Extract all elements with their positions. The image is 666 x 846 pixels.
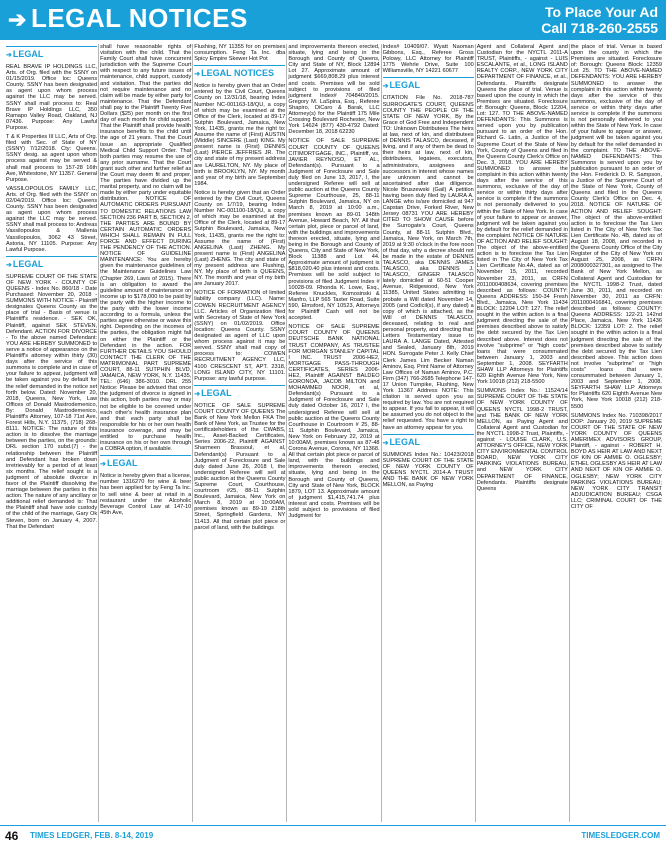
legal-notice: REAL BRAVE IP HOLDINGS LLC, Arts. of Org. filed with the SSNY on 01/15/2019. Office loc: Queens County. SSNY has been designated as agent upon whom process against the LLC may be served. SSNY shall mail process to: Real Brave IP Holdings LLC, 350 Ramapo Valley Road, Oakland, NJ 07436. Purpose: Any Lawful Purpose. (6, 64, 98, 131)
notice-column (382, 44, 476, 822)
page-footer (0, 825, 666, 846)
section-header (194, 385, 285, 400)
page-number: 46 (5, 829, 19, 843)
legal-notice: VASSILOPOULOS FAMILY LLC, Arts. of Org. filed with the SSNY on 02/04/2019. Office loc: Queens County. SSNY has been designated as agent upon whom process against the LLC may be served. SSNY shall mail process to: Andreas Vassilopoulos & Mallenia Vassilopoulos, 3062 43 Street, Astoria, NY 11105. Purpose: Any Lawful Purpose. (6, 185, 98, 253)
place-ad-info (541, 4, 658, 36)
section-header (6, 46, 97, 61)
legal-notice: SUMMONS Index No.: 10423/2018 SUPREME COURT OF THE STATE OF NEW YORK COUNTY OF QUEENS NYCTL 2014-A TRUST AND THE BANK OF NEW YORK MELLON, as Paying (382, 451, 474, 489)
legal-notice: T & K Properties III LLC, Arts of Org. filed with Sec. of State of NY (SSNY) 7/12/2018. Cty: Queens. SSNY desig. as agent upon whom process against may be served & shall mail process to 157-28 16th Ave, Whitestone, NY 11357. General Purpose. (6, 134, 98, 183)
section-header-label: LEGAL (389, 80, 420, 91)
arrow-icon: ➔ (194, 390, 201, 398)
legal-notices-banner (0, 0, 666, 40)
section-header-label: LEGAL (389, 436, 420, 447)
legal-notice: the place of trial. Venue is based upon the county in which the Premises are situated. Foreclosure of: Borough: Queens Block: 12359 Lot 25. TO THE ABOVE-NAMED DEFENDANTS: YOU ARE HEREBY SUMMONED to answer the complaint in this action within twenty days after the service of this summons, exclusive of the day of service or within thirty days after service is complete if the summons is not personally delivered to you within the State of New York. In case of your failure to appear or answer, judgment will be taken against you by default for the relief demanded in the complaint. TO THE ABOVE-NAMED DEFENDANTS: This Summons is served upon you by publication pursuant to an order of the Hon. Frederick D. R. Sampson, a Justice of the Supreme Court of the State of New York, County of Queens and filed in the Queens County Clerk's Office on Dec. 4, 2018. NOTICE OF NATURE OF ACTION AND RELIEF SOUGHT: The object of the above-entitled action is to foreclose the Tax Lien listed in The City of New York Tax Lien Certificate No. 4B, dated as of August 18, 2008, and recorded in the Queens County Office of the City Register of the City of New York on August 25, 2008, as CRFN 2008000327301, as assigned to The Bank of New York Mellon, as Collateral Agent and Custodian for the NYCTL 1998-2 Trust, dated June 30, 2011, and recorded on November 30, 2011 as CRFN: 2011000416841, covering premises described as follows: COUNTY: Queens ADDRESS: 122-21 142nd Place, Jamaica, New York 11436 BLOCK: 12359 LOT: 2. The relief sought in the within action is a final judgment directing the sale of the premises described above to satisfy the debt secured by the Tax Lien described above. This action does not involve "subprime" or "high costs" loans that were consummated between January 1, 2003 and September 1, 2008. SEYFARTH SHAW LLP Attorneys for Plaintiffs 620 Eighth Avenue New York, New York 10018 (212) 218-5500 (570, 44, 662, 410)
arrow-icon: ➔ (8, 7, 27, 32)
legal-notice: NOTICE OF FORMATION of limited liability company (LLC). Name: COWEN RECRUITMENT AGENCY LLC. Articles of Organization filed with Secretary of State of New York (SSNY) on 01/02/2019. Office location: Queens County. SSNY designated as agent of LLC upon whom process against it may be served. SSNY shall mail copy of process to: COWEN RECRUITMENT AGENCY LLC, 4100 CRESCENT ST, APT. 2318, LONG ISLAND CITY, NY 11101. Purpose: any lawful purpose. (194, 290, 286, 382)
legal-notice: Agent and Collateral Agent and Custodian for the NYCTL 2011-A TRUST, Plaintiffs, - against - LUIS ESCALANTE, et al., LONG ISLAND REALTY CORP., NEW YORK CITY DEPARTMENT OF FINANCE, et al., Defendants. Plaintiffs designate Queens the place of trial. Venue is based upon the county in which the Premises are situated. Foreclosure of: Borough: Queens, Block: 12204, Lot: 127. TO THE ABOVE-NAMED DEFENDANTS: This Summons is served upon you by publication pursuant to an order of the Hon. Richard G. Latin, a Justice of the Supreme Court of the State of New York, County of Queens and filed in the Queens County Clerk's Office on Dec. 3, 2018. YOU ARE HEREBY SUMMONED to answer the complaint in this action within twenty days after the service of this summons, exclusive of the day of service or within thirty days after service is complete if the summons is not personally delivered to you within the State of New York. In case of your failure to appear or answer, judgment will be taken against you by default for the relief demanded in the complaint. NOTICE OF NATURE OF ACTION AND RELIEF SOUGHT: The object of the above-entitled action is to foreclose the Tax Lien listed in The City of New York Tax Lien Certificate No.4A, dated as of November 15, 2011, recorded November 23, 2011, as CRFN 2011000408634, covering premises described as follows: COUNTY: Queens ADDRESS: 150-34 Fresh Blvd., Jamaica, New York 11434 BLOCK: 12204 LOT: 127. The relief sought in the within action is a final judgment directing the sale of the premises described above to satisfy the debt secured by the Tax Lien described above. Interest does not involve "subprime" or "high costs" loans that were consummated between January 1, 2003 and September 1, 2008. SEYFARTH SHAW LLP Attorneys for Plaintiffs 620 Eighth Avenue New York, New York 10018 (212) 218-5500 (476, 44, 568, 386)
legal-notice: SUMMONS Index No.: 11524/14 SUPREME COURT OF THE STATE OF NEW YORK COUNTY OF QUEENS NYCTL 1998-2 TRUST, and THE BANK OF NEW YORK MELLON, as Paying Agent and Collateral Agent and Custodian for the NYCTL 1998-2 Trust, Plaintiffs, - against - LOUISE CLARK, U.S. ATTORNEY'S OFFICE, NEW YORK CITY ENVIRONMENTAL CONTROL BOARD, NEW YORK CITY PARKING VIOLATIONS BUREAU, and NEW YORK CITY DEPARTMENT OF FINANCE, Defendants. Plaintiffs designate Queens (476, 388, 568, 492)
legal-notice: Flushing, NY 11355 for on premises consumption. Feng Ta Inc. dba Spicy Empire Skewer Hot Pot (194, 44, 286, 63)
notice-column (5, 44, 99, 822)
notice-column (287, 44, 381, 822)
section-header-label: LEGAL NOTICES (201, 68, 274, 79)
legal-notice: Notice is hereby given that an Order entered by the Civil Court, Queens County on 1/7/19, bearing Index Number NC-001100-18/QU, a copy of which may be examined at the Office of the Clerk, located at 89-17 Sutphin Boulevard, Jamaica, New York, 11435, grants me the right to: Assume the name of (First) ANGELINA (Last) ZHENG. My present name is (First) ANGELINA (Last) ZHENG. The city and state of my present address are Flushing, NY. My place of birth is QUEENS, NY. The month and year of my birth are January 2017. (194, 189, 286, 288)
section-header-label: LEGAL (201, 387, 232, 398)
section-header (383, 434, 474, 449)
arrow-icon: ➔ (6, 261, 12, 269)
legal-notice: NOTICE OF SALE SUPREME COURT COUNTY OF QUEENS DEUTSCHE BANK NATIONAL TRUST COMPANY, AS TRUSTEE FOR MORGAN STANLEY CAPITAL I INC. TRUST 2006-HE2, MORTGAGE PASS-THROUGH CERTIFICATES, SERIES 2006-HE2, Plaintiff AGAINST BALDEO GORONOA, JACOB MILTON and MOHAMMED NOOR, et al, Defendant(s) Pursuant to a Judgment of Foreclosure and Sale duly dated October 16, 2017 I, the undersigned Referee will sell at public auction at the Queens County Courthouse in Courtroom # 25, 88-11 Sutphin Boulevard, Jamaica, New York on February 22, 2019 at 10:00AM, premises known as 87-48 Corona Avenue, Corona, NY 11368. All that certain plot piece or parcel of land, with the buildings and improvements thereon erected, situate, lying and being in the Borough and County of Queens, City and State of New York, BLOCK 1879, LOT 13. Approximate amount of judgment $1,415,741.74 plus interest and costs. Premises will be sold subject to provisions of filed Judgment for (288, 324, 380, 520)
section-header (383, 77, 474, 92)
legal-notice: Index# 10409/07. Wyatt Naoman Gibbons, Esq., Referee Gross Polowy, LLC Attorney for Plaintiff 1775 Wehrle Drive, Suite 100 Williamsville, NY 14221 60677 (382, 44, 474, 75)
banner-title (8, 3, 248, 34)
notice-columns (5, 44, 663, 822)
section-header-label: LEGAL (107, 458, 138, 469)
legal-notice: Notice is hereby given that an Order entered by the Civil Court, Queens County on 12/31/18, bearing Index Number NC-001163-18/QU, a copy of which may be examined at the Office of the Clerk, located at 89-17 Sutphin Boulevard, Jamaica, New York, 11435, grants me the right to: Assume the name of (First) AUSTIN (Middle) SINCERE (Last) KING. My present name is (First) DENNIS (Last) PIERCE JEFFRIES JR. The city and state of my present address are LAURELTON, NY. My place of birth is BROOKLYN, NY. My month and year of my birth are September 1984. (194, 83, 286, 187)
section-header-label: LEGAL (12, 49, 44, 59)
arrow-icon: ➔ (382, 83, 389, 91)
notice-column (570, 44, 663, 822)
arrow-icon: ➔ (194, 71, 201, 79)
section-header (194, 65, 285, 80)
notice-column (99, 44, 193, 822)
banner-title-text: LEGAL NOTICES (30, 3, 248, 33)
legal-notice: NOTICE OF SALE SUPREME COURT COUNTY OF QUEENS CITIMORTGAGE, INC., Plaintiff, vs. JAVIER REYNOSO, ET AL., Defendant(s). Pursuant to a Judgment of Foreclosure and Sale duly filed on June 13, 2017, I, the undersigned Referee will sell at public auction at the Queens County Supreme Courthouse, 25, 88-11 Sutphin Boulevard, Jamaica, NY on March 8, 2019 at 10:00 a.m., premises known as 89-01 148th Avenue, Howard Beach, NY. All that certain plot, piece or parcel of land, with the buildings and improvements thereon erected, situate, lying and being in the Borough and County of Queens, City and State of New York, Block 11388 and Lot 44. Approximate amount of judgment is $818,020.40 plus interest and costs. Premises will be sold subject to provisions of filed Judgment Index # 10028-09. Rhonda K. Lowe, Esq., Referee Knuckles, Komosinski & Manfro, LLP 565 Taxter Road, Suite 590, Elmsford, NY 10523, Attorneys for Plaintiff Cash will not be accepted. (288, 138, 380, 322)
place-ad-label: To Place Your Ad (544, 4, 658, 20)
legal-notice: SUMMONS Index No. 710398/2017 DOP: January 20, 2019 SUPREME COURT OF THE STATE OF NEW YORK COUNTY OF QUEENS AMERIMEX ADVISORS GROUP, Plaintiff, - against - ROBERT H. BOYD AS HEIR AT LAW AND NEXT OF KIN OF AMMIE O. OGLESBY; ETHEL OGLESBY AS HEIR AT LAW AND NEXT OF KIN OF AMMIE O. OGLESBY; NEW YORK CITY PARKING VIOLATIONS BUREAU; NEW YORK CITY TRANSIT ADJUDICATION BUREAU; CSGA LLC; CRIMINAL COURT OF THE CITY OF (570, 412, 662, 511)
legal-notice: shall have reasonable rights of visitation with the child. That the Family Court shall have concurrent jurisdiction with the Supreme Court with respect to any future issues of maintenance, child support, custody and visitation. That the parties did not require maintenance and no claim will be made by either party for maintenance. That the Defendant shall pay to the Plaintiff Twenty Five Dollars ($25) per month on the first day of each month for child support. That the Plaintiff shall provide health insurance benefits to the child until the age of 21 years. That the Court issue an appropriate Qualified Medical Child Support Order. That both parties may resume the use of any prior surname. That the Court grant such other and further relief as the Court may deem fit and proper. The parties have divided up the marital property, and no claim will be made by either party under equitable distribution. NOTICE OF AUTOMATIC ORDERS PURSUANT TO DOMESTIC RELATIONS LAW SECTION 236 PART B, SECTION 2, THE PARTIES ARE BOUND BY CERTAIN AUTOMATIC ORDERS WHICH SHALL REMAIN IN FULL FORCE AND EFFECT DURING THE PENDENCY OF THE ACTION. NOTICE OF GUIDELINE MAINTENANCE: You are hereby given the maintenance guidelines of the Maintenance Guidelines Law (Chapter 269, Laws of 2015). There is an obligation to award the guideline amount of maintenance on income up to $178,000 to be paid by the party with the higher income to the party with the lower income according to a formula, unless the parties agree otherwise or waive this right. Depending on the incomes of the parties, the obligation might fall on either the Plaintiff or the Defendant in the action. FOR FURTHER DETAILS YOU SHOULD CONTACT THE CLERK OF THE MATRIMONIAL PART SUPREME COURT, 88-11 SUTPHIN BLVD, JAMAICA, NEW YORK, N.Y. 11435, TEL: (646) 386-3010. DRL 255 Notice: Please be advised that once the judgment of divorce is signed in this action, both parties may or may not be eligible to be covered under each other's health insurance plan and that each party shall be responsible for his or her own health insurance coverage, and may be entitled to purchase health insurance on his or her own through a COBRA option, if available. (100, 44, 192, 453)
legal-notice: Notice is hereby given that a license, number 1316270 for wine & beer has been applied for by Feng Ta Inc. to sell wine & beer at retail in a restaurant under the Alcoholic Beverage Control Law at 147-10 45th Ave, (100, 473, 192, 516)
legal-notice: CITATION File No. 2018-787 SURROGATE'S COURT, QUEENS COUNTY THE PEOPLE OF THE STATE OF NEW YORK, By the Grace of God Free and Independent TO: Unknown Distributees The heirs at law, next of kin, and distributees of DENNIS TALASCO, deceased, if living, and if any of them be dead to their heirs at law, next of kin, distributees, legatees, executors, administrators, assignees and successors in interest whose names are unknown and cannot be ascertained after due diligence. Nicole Bruszewski (Gail) A petition having been duly filed by LAURA A. LANGE who is/are domiciled at 947 Capstan Drive, Forked River, New Jersey 08731 YOU ARE HEREBY CITED TO SHOW CAUSE before the Surrogate's Court, Queens County, at 88-11 Sutphin Blvd., Jamaica, New York, on March 7th, 2019 at 9:30 o'clock in the fore noon of that day, why a decree should not be made in the estate of DENNIS TALASCO, aka DENNIS JAMES TALASCO, aka DENNIS J. TALASCO, GINGER TALASCO lately domiciled at 60-51 Cooper Avenue, Ridgewood, New York 11385, United States admitting to probate a Will dated November 14, 2005 (and Codicil(s), if any dated) a copy of which is attached, as the Will of DENNIS TALASCO, deceased, relating to real and personal property, and directing that: Letters Testamentary issue to LAURA A. LANGE Dated, Attested and Sealed, January 8th, 2019 HON. Surrogate Peter J. Kelly Chief Clerk James Lim Becker Naman Aminov, Esq. Print Name of Attorney Law Offices of Naman Aminov, P.C. Firm (347) 766-2685 Telephone 147-17 Union Turnpike, Flushing, New York 11367 Address NOTE: This citation is served upon you as required by law. You are not required to appear. If you fail to appear, it will be assumed you do not object to the relief requested. You have a right to have an attorney appear for you. (382, 95, 474, 431)
legal-notice: NOTICE OF SALE SUPREME COURT COUNTY OF QUEENS The Bank of New York Mellon FKA The Bank of New York, as Trustee for the certificateholders of the CWABS, Inc., Asset-Backed Certificates, Series 2006-22, Plaintiff AGAINST Sharmeen Brassoul, et al, Defendant(s) Pursuant to a Judgment of Foreclosure and Sale duly dated June 26, 2018 I, the undersigned Referee will sell at public auction at the Queens County Supreme Court, Courthouse, courtroom #25, 88-11 Sutphin Boulevard, Jamaica, New York on March 8, 2019 at 10:00AM, premises known as 89-19 218th Street, Springfield Gardens, NY 11413. All that certain plot piece or parcel of land, with the buildings (194, 402, 286, 531)
place-ad-phone: Call 718-260-2555 (541, 20, 658, 36)
arrow-icon: ➔ (100, 461, 107, 469)
legal-notice: and improvements thereon erected, situate, lying and being in the Borough and County of Queens, City and State of NY, Block 12894 Lot 27. Approximate amount of judgment $669,808.29 plus interest and costs. Premises will be sold subject to provisions of filed judgment Index# 704840/2015. Gregory M. LaSpina, Esq., Referee Shapiro, DiCaro & Barak, LLC Attorney(s) for the Plaintiff 175 Mile Crossing Boulevard Rochester, New York 14624 (877) 430-4792 Dated: December 18, 2018 62230 (288, 44, 380, 136)
section-header-label: LEGAL (12, 258, 44, 269)
legal-notice: SUPREME COURT OF THE STATE OF NEW YORK - COUNTY OF QUEENS - Index No. 860/18 - Date Purchased: November 20, 2018 - SUMMONS WITH NOTICE - Plaintiff designates Queens County as the place of trial - Basis of venue is Plaintiff's residence. - SEK OK, Plaintiff, against SEK STEVEN, Defendant. ACTION FOR DIVORCE - To the above named Defendant: YOU ARE HEREBY SUMMONED to serve a notice of appearance on the Plaintiff's attorney within thirty (30) days after the service of this summons is complete and in case of your failure to appear, judgment will be taken against you by default for the relief demanded in the notice set forth below. Dated: November 20, 2018, Queens, New York, Law Offices of Donald Mastrodemenico, By: Donald Mastrodemenico, Plaintiff's Attorney, 107-18 71st Ave, Forest Hills, N.Y. 11375, (718) 268-8111. NOTICE: The nature of this action is to dissolve the marriage between the parties, on the grounds: DRL section 170 subd.(7) - the relationship between the Plaintiff and Defendant has broken down irretrievably for a period of at least six months. The relief sought is a judgment of absolute divorce in favor of the Plaintiff dissolving the marriage between the parties in this action. The nature of any ancillary or additional relief demanded is: That the Plaintiff shall have sole custody of the child of the marriage, Gary Ok Steven, born on January 4, 2007. That the Defendant (6, 273, 98, 530)
publication-date: TIMES LEDGER, FEB. 8-14, 2019 (30, 831, 154, 840)
notice-column (193, 44, 287, 822)
arrow-icon: ➔ (382, 439, 389, 447)
section-header (6, 256, 97, 271)
section-header (100, 455, 191, 470)
arrow-icon: ➔ (6, 52, 12, 59)
notice-column (476, 44, 570, 822)
website: TIMESLEDGER.COM (581, 831, 660, 840)
